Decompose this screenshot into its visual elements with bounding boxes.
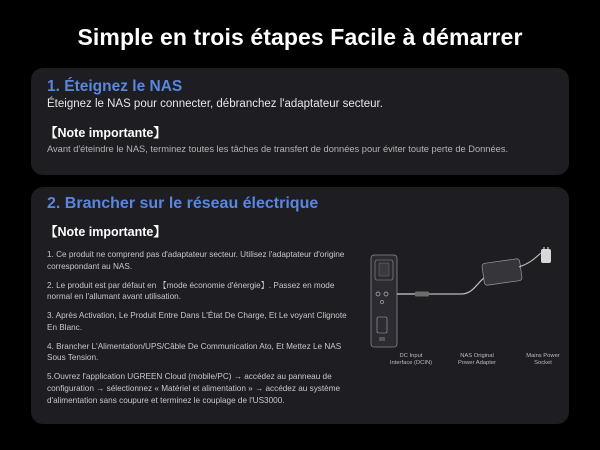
step-1-card — [31, 68, 569, 175]
label-dc-input: DC Input Interface (DCIN) — [389, 353, 433, 366]
step-1-note-heading: 【Note importante】 — [45, 126, 166, 140]
step-2-card — [31, 187, 569, 424]
power-adapter-icon — [461, 253, 541, 294]
note-item-4: 4. Brancher L'Alimentation/UPS/Câble De Communication Ato, Et Mettez Le NAS Sous Tension. — [47, 341, 342, 363]
note-item-5: 5.Ouvrez l'application UGREEN Cloud (mobile/PC) → accédez au panneau de configuration → sélectionnez « Matériel et alimentation » → accédez au système d'alimentation sans coupure et terminez le couplage de l'US3000. — [47, 372, 341, 405]
power-connection-diagram — [361, 247, 561, 382]
step-2-note-list — [47, 249, 357, 413]
dc-connector-icon — [397, 292, 461, 297]
step-2-note-heading: 【Note importante】 — [45, 225, 166, 239]
mains-socket-icon — [541, 247, 551, 263]
step-2-title: 2. Brancher sur le réseau électrique — [47, 195, 319, 212]
step-1-note-text: Avant d'éteindre le NAS, terminez toutes les tâches de transfert de données pour éviter toute perte de Données. — [47, 144, 509, 154]
note-item-3: 3. Après Activation, Le Produit Entre Dans L'État De Charge, Et Le voyant Clignote En Blanc. — [47, 311, 347, 332]
note-item-2: 2. Le produit est par défaut en 【mode économie d'énergie】. Passez en mode normal en l'allumant avant utilisation. — [47, 280, 335, 302]
label-power-adapter: NAS Original Power Adapter — [457, 353, 497, 366]
page-title: Simple en trois étapes Facile à démarrer — [77, 24, 523, 50]
ups-device-icon — [371, 255, 397, 347]
step-1-title: 1. Éteignez le NAS — [47, 78, 183, 95]
note-item-1: 1. Ce produit ne comprend pas d'adaptateur secteur. Utilisez l'adaptateur d'origine correspondant au NAS. — [47, 250, 345, 271]
label-mains-socket: Mains Power Socket — [526, 353, 560, 366]
step-1-subtitle: Éteignez le NAS pour connecter, débranchez l'adaptateur secteur. — [47, 98, 383, 110]
